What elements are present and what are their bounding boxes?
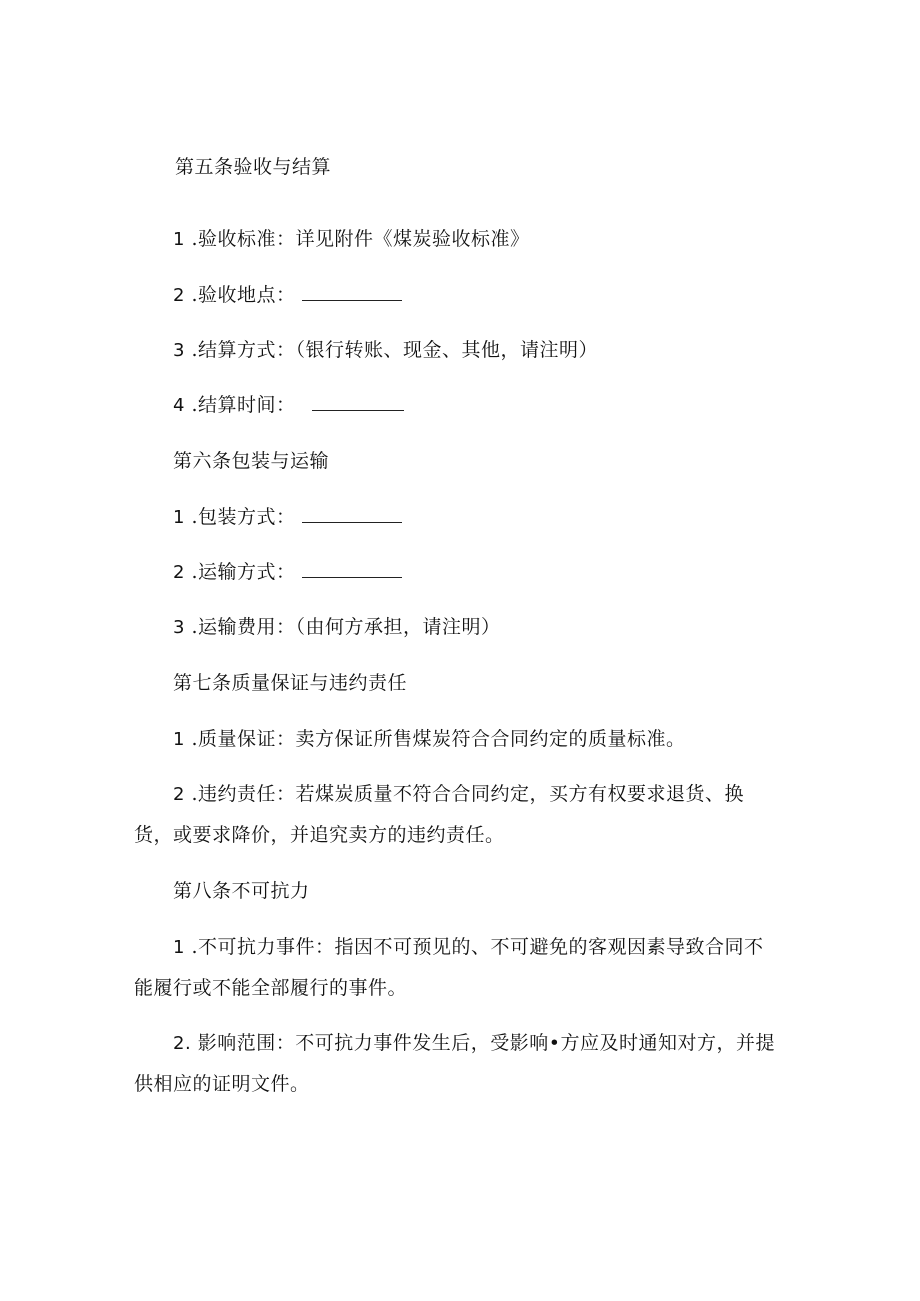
- item-number: 1: [173, 229, 185, 250]
- list-item: [173, 227, 530, 252]
- section-heading-6: 第六条包装与运输: [173, 450, 330, 472]
- list-item: [173, 935, 764, 960]
- item-text: .不可抗力事件：指因不可预见的、不可避免的客观因素导致合同不: [191, 936, 764, 958]
- list-item: [173, 505, 402, 530]
- blank-line: [312, 393, 404, 411]
- section-heading-8: 第八条不可抗力: [173, 880, 310, 902]
- list-item: [173, 1031, 775, 1056]
- list-item: [173, 283, 402, 308]
- item-number: 3: [173, 617, 185, 638]
- item-number: 4: [173, 395, 185, 416]
- list-item: [173, 615, 501, 640]
- item-number: 1: [173, 729, 185, 750]
- list-item-continuation: 供相应的证明文件。: [134, 1073, 310, 1095]
- blank-line: [302, 505, 402, 523]
- blank-line: [302, 560, 402, 578]
- item-text: .验收地点：: [191, 284, 296, 306]
- section-heading-5: 第五条验收与结算: [175, 156, 332, 178]
- section-heading-7: 第七条质量保证与违约责任: [173, 672, 408, 694]
- list-item-continuation: 能履行或不能全部履行的事件。: [134, 977, 408, 999]
- list-item: [173, 782, 744, 807]
- list-item: [173, 727, 686, 752]
- item-text: .结算时间：: [191, 394, 296, 416]
- list-item: [173, 560, 402, 585]
- list-item: [173, 393, 404, 418]
- item-number: 2: [173, 285, 185, 306]
- item-text: .质量保证：卖方保证所售煤炭符合合同约定的质量标准。: [191, 728, 686, 750]
- item-number: 2.: [173, 1033, 192, 1054]
- item-text: 影响范围：不可抗力事件发生后，受影响•方应及时通知对方，并提: [197, 1032, 775, 1054]
- item-text: .验收标准：详见附件《煤炭验收标准》: [191, 228, 530, 250]
- list-item: [173, 338, 598, 363]
- item-text: .包装方式：: [191, 506, 296, 528]
- item-number: 2: [173, 784, 185, 805]
- item-number: 1: [173, 507, 185, 528]
- item-text: .违约责任：若煤炭质量不符合合同约定，买方有权要求退货、换: [191, 783, 745, 805]
- item-text: .运输方式：: [191, 561, 296, 583]
- item-number: 2: [173, 562, 185, 583]
- list-item-continuation: 货，或要求降价，并追究卖方的违约责任。: [134, 824, 505, 846]
- item-text: .结算方式：（银行转账、现金、其他，请注明）: [191, 339, 599, 361]
- item-number: 1: [173, 937, 185, 958]
- item-text: .运输费用：（由何方承担，请注明）: [191, 616, 501, 638]
- item-number: 3: [173, 340, 185, 361]
- blank-line: [302, 283, 402, 301]
